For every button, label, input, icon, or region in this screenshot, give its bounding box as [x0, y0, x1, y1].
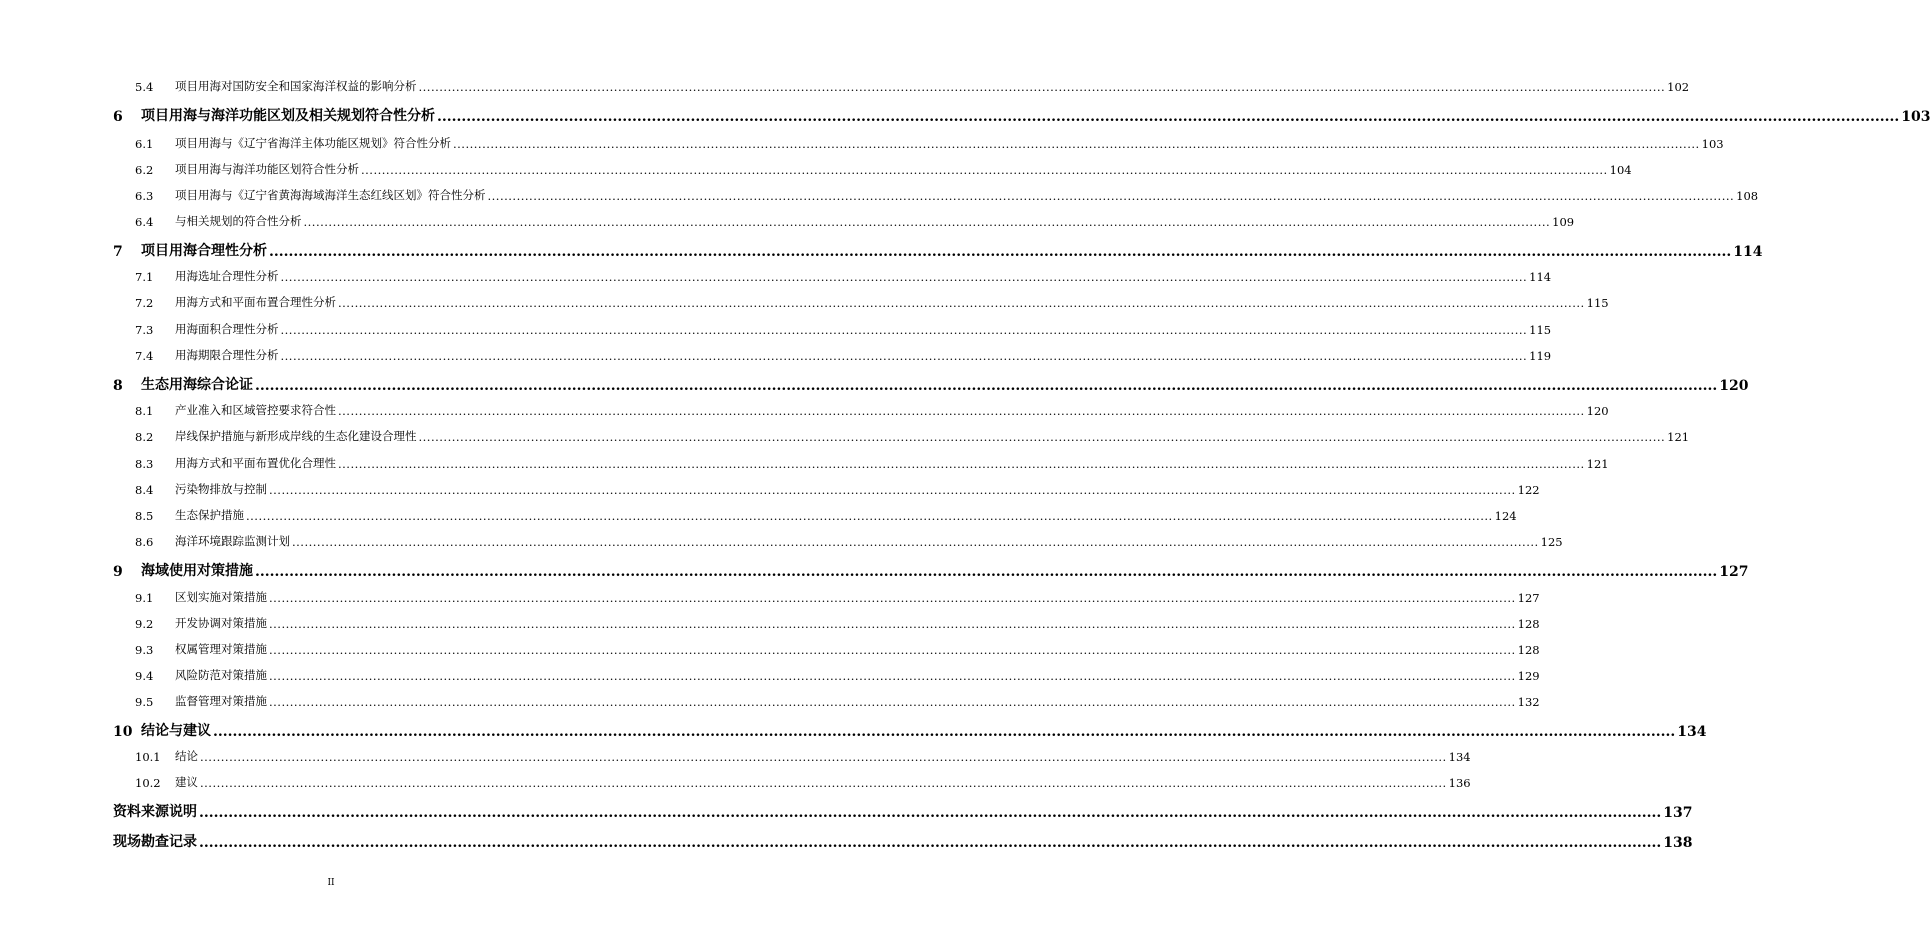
toc-entry-page: 127 [1517, 591, 1540, 605]
toc-entry-title: 与相关规划的符合性分析 [175, 214, 302, 228]
toc-section-entry[interactable] [135, 774, 1471, 790]
toc-entry-page: 103 [1701, 137, 1724, 151]
toc-section-entry[interactable] [135, 161, 1632, 177]
toc-dot-leader: ............................................................................................................................................................................................................................................................................................................ [303, 215, 1551, 229]
toc-entry-page: 125 [1540, 535, 1563, 549]
toc-entry-title: 用海选址合理性分析 [175, 269, 279, 283]
toc-entry-title: 项目用海对国防安全和国家海洋权益的影响分析 [175, 79, 417, 93]
toc-entry-title: 监督管理对策措施 [175, 694, 267, 708]
toc-entry-page: 134 [1677, 724, 1707, 740]
toc-dot-leader: ............................................................................................................................................................................................................................................................................................................ [269, 643, 1516, 657]
toc-entry-number: 8.5 [135, 509, 154, 523]
toc-entry-number: 9.2 [135, 617, 154, 631]
toc-entry-number: 6.3 [135, 189, 154, 203]
toc-entry-number: 7.2 [135, 296, 154, 310]
toc-entry-title: 产业准入和区域管控要求符合性 [175, 403, 336, 417]
toc-section-entry[interactable] [135, 693, 1540, 709]
toc-dot-leader: ............................................................................................................................................................................................................................................................................................................ [213, 724, 1676, 740]
toc-entry-page: 121 [1586, 457, 1609, 471]
toc-dot-leader: ............................................................................................................................................................................................................................................................................................................ [487, 189, 1735, 203]
toc-entry-title: 项目用海与《辽宁省海洋主体功能区规划》符合性分析 [175, 136, 451, 150]
toc-entry-page: 132 [1517, 695, 1540, 709]
toc-entry-page: 104 [1609, 163, 1632, 177]
toc-entry-title: 结论与建议 [141, 723, 211, 739]
toc-entry-page: 120 [1719, 378, 1749, 394]
toc-section-entry[interactable] [135, 589, 1540, 605]
toc-dot-leader: ............................................................................................................................................................................................................................................................................................................ [280, 270, 1528, 284]
toc-section-entry[interactable] [135, 213, 1575, 229]
toc-entry-number: 8.2 [135, 430, 154, 444]
toc-entry-number: 5.4 [135, 80, 154, 94]
toc-section-entry[interactable] [135, 455, 1609, 471]
toc-dot-leader: ............................................................................................................................................................................................................................................................................................................ [255, 378, 1718, 394]
toc-entry-number: 8 [113, 378, 123, 394]
toc-entry-page: 108 [1736, 189, 1759, 203]
toc-entry-page: 102 [1667, 80, 1690, 94]
page-number: II [327, 878, 335, 888]
toc-entry-number: 9.5 [135, 695, 154, 709]
toc-dot-leader: ............................................................................................................................................................................................................................................................................................................ [453, 137, 1700, 151]
toc-chapter-entry[interactable] [113, 105, 1930, 125]
toc-entry-number: 7.4 [135, 349, 154, 363]
toc-section-entry[interactable] [135, 533, 1563, 549]
toc-entry-title: 权属管理对策措施 [175, 642, 267, 656]
toc-entry-number: 6.2 [135, 163, 154, 177]
toc-entry-title: 结论 [175, 749, 198, 763]
toc-entry-number: 8.3 [135, 457, 154, 471]
toc-chapter-entry[interactable] [113, 240, 1763, 260]
toc-dot-leader: ............................................................................................................................................................................................................................................................................................................ [292, 535, 1539, 549]
toc-entry-page: 127 [1719, 564, 1749, 580]
toc-entry-page: 114 [1733, 244, 1763, 260]
toc-entry-page: 115 [1586, 296, 1609, 310]
toc-entry-title: 用海期限合理性分析 [175, 348, 279, 362]
toc-entry-number: 9.4 [135, 669, 154, 683]
toc-dot-leader: ............................................................................................................................................................................................................................................................................................................ [255, 564, 1718, 580]
toc-dot-leader: ............................................................................................................................................................................................................................................................................................................ [269, 617, 1516, 631]
toc-dot-leader: ............................................................................................................................................................................................................................................................................................................ [418, 430, 1666, 444]
toc-entry-page: 121 [1667, 430, 1690, 444]
toc-dot-leader: ............................................................................................................................................................................................................................................................................................................ [338, 457, 1585, 471]
toc-entry-number: 7.1 [135, 270, 154, 284]
toc-entry-number: 9.3 [135, 643, 154, 657]
toc-entry-page: 115 [1529, 323, 1552, 337]
toc-entry-page: 138 [1663, 835, 1693, 851]
toc-dot-leader: ............................................................................................................................................................................................................................................................................................................ [269, 591, 1516, 605]
toc-dot-leader: ............................................................................................................................................................................................................................................................................................................ [199, 835, 1662, 851]
toc-section-entry[interactable] [135, 268, 1552, 284]
toc-dot-leader: ............................................................................................................................................................................................................................................................................................................ [246, 509, 1493, 523]
toc-dot-leader: ............................................................................................................................................................................................................................................................................................................ [200, 776, 1447, 790]
toc-entry-title: 开发协调对策措施 [175, 616, 267, 630]
toc-entry-number: 6.4 [135, 215, 154, 229]
toc-entry-number: 6 [113, 109, 123, 125]
toc-entry-number: 10 [113, 724, 133, 740]
toc-dot-leader: ............................................................................................................................................................................................................................................................................................................ [418, 80, 1666, 94]
toc-entry-number: 10.2 [135, 776, 161, 790]
toc-section-entry[interactable] [135, 667, 1540, 683]
toc-dot-leader: ............................................................................................................................................................................................................................................................................................................ [437, 109, 1900, 125]
toc-entry-title: 用海方式和平面布置优化合理性 [175, 456, 336, 470]
toc-entry-number: 8.6 [135, 535, 154, 549]
toc-section-entry[interactable] [135, 615, 1540, 631]
toc-entry-number: 6.1 [135, 137, 154, 151]
toc-entry-number: 9 [113, 564, 123, 580]
toc-dot-leader: ............................................................................................................................................................................................................................................................................................................ [280, 323, 1528, 337]
toc-dot-leader: ............................................................................................................................................................................................................................................................................................................ [269, 669, 1516, 683]
toc-dot-leader: ............................................................................................................................................................................................................................................................................................................ [338, 404, 1585, 418]
toc-section-entry[interactable] [135, 507, 1517, 523]
toc-section-entry[interactable] [135, 641, 1540, 657]
toc-chapter-entry[interactable] [113, 801, 1693, 821]
toc-entry-title: 风险防范对策措施 [175, 668, 267, 682]
toc-entry-title: 项目用海与《辽宁省黄海海域海洋生态红线区划》符合性分析 [175, 188, 486, 202]
toc-entry-number: 8.4 [135, 483, 154, 497]
toc-entry-title: 资料来源说明 [113, 804, 197, 820]
toc-dot-leader: ............................................................................................................................................................................................................................................................................................................ [269, 695, 1516, 709]
toc-entry-page: 120 [1586, 404, 1609, 418]
toc-entry-page: 119 [1529, 349, 1552, 363]
toc-chapter-entry[interactable] [113, 374, 1749, 394]
toc-entry-page: 114 [1529, 270, 1552, 284]
toc-entry-page: 136 [1448, 776, 1471, 790]
toc-entry-page: 124 [1494, 509, 1517, 523]
toc-entry-title: 海域使用对策措施 [141, 563, 253, 579]
toc-entry-title: 项目用海合理性分析 [141, 243, 267, 259]
toc-dot-leader: ............................................................................................................................................................................................................................................................................................................ [269, 483, 1516, 497]
toc-entry-number: 7.3 [135, 323, 154, 337]
toc-dot-leader: ............................................................................................................................................................................................................................................................................................................ [338, 296, 1585, 310]
toc-entry-title: 建议 [175, 775, 198, 789]
toc-section-entry[interactable] [135, 187, 1759, 203]
toc-entry-page: 134 [1448, 750, 1471, 764]
toc-section-entry[interactable] [135, 294, 1609, 310]
toc-entry-title: 海洋环境跟踪监测计划 [175, 534, 290, 548]
toc-entry-number: 8.1 [135, 404, 154, 418]
toc-entry-title: 现场勘查记录 [113, 834, 197, 850]
toc-entry-number: 10.1 [135, 750, 161, 764]
toc-entry-title: 生态用海综合论证 [141, 377, 253, 393]
toc-entry-number: 7 [113, 244, 123, 260]
toc-dot-leader: ............................................................................................................................................................................................................................................................................................................ [280, 349, 1528, 363]
toc-dot-leader: ............................................................................................................................................................................................................................................................................................................ [269, 244, 1732, 260]
toc-chapter-entry[interactable] [113, 831, 1693, 851]
toc-section-entry[interactable] [135, 402, 1609, 418]
toc-entry-title: 区划实施对策措施 [175, 590, 267, 604]
toc-entry-title: 项目用海与海洋功能区划及相关规划符合性分析 [141, 108, 435, 124]
toc-section-entry[interactable] [135, 135, 1724, 151]
toc-dot-leader: ............................................................................................................................................................................................................................................................................................................ [361, 163, 1608, 177]
toc-entry-page: 122 [1517, 483, 1540, 497]
toc-entry-title: 污染物排放与控制 [175, 482, 267, 496]
toc-entry-title: 生态保护措施 [175, 508, 244, 522]
toc-section-entry[interactable] [135, 481, 1540, 497]
toc-entry-title: 用海方式和平面布置合理性分析 [175, 295, 336, 309]
toc-entry-title: 用海面积合理性分析 [175, 322, 279, 336]
toc-chapter-entry[interactable] [113, 560, 1749, 580]
toc-entry-page: 103 [1901, 109, 1930, 125]
toc-entry-page: 128 [1517, 617, 1540, 631]
toc-entry-title: 岸线保护措施与新形成岸线的生态化建设合理性 [175, 429, 417, 443]
toc-section-entry[interactable] [135, 347, 1552, 363]
toc-entry-page: 129 [1517, 669, 1540, 683]
toc-entry-page: 109 [1552, 215, 1575, 229]
toc-entry-page: 128 [1517, 643, 1540, 657]
toc-section-entry[interactable] [135, 78, 1690, 94]
toc-dot-leader: ............................................................................................................................................................................................................................................................................................................ [200, 750, 1447, 764]
toc-chapter-entry[interactable] [113, 720, 1707, 740]
toc-section-entry[interactable] [135, 748, 1471, 764]
toc-dot-leader: ............................................................................................................................................................................................................................................................................................................ [199, 805, 1662, 821]
toc-section-entry[interactable] [135, 428, 1690, 444]
toc-entry-number: 9.1 [135, 591, 154, 605]
toc-entry-page: 137 [1663, 805, 1693, 821]
toc-section-entry[interactable] [135, 321, 1552, 337]
toc-entry-title: 项目用海与海洋功能区划符合性分析 [175, 162, 359, 176]
